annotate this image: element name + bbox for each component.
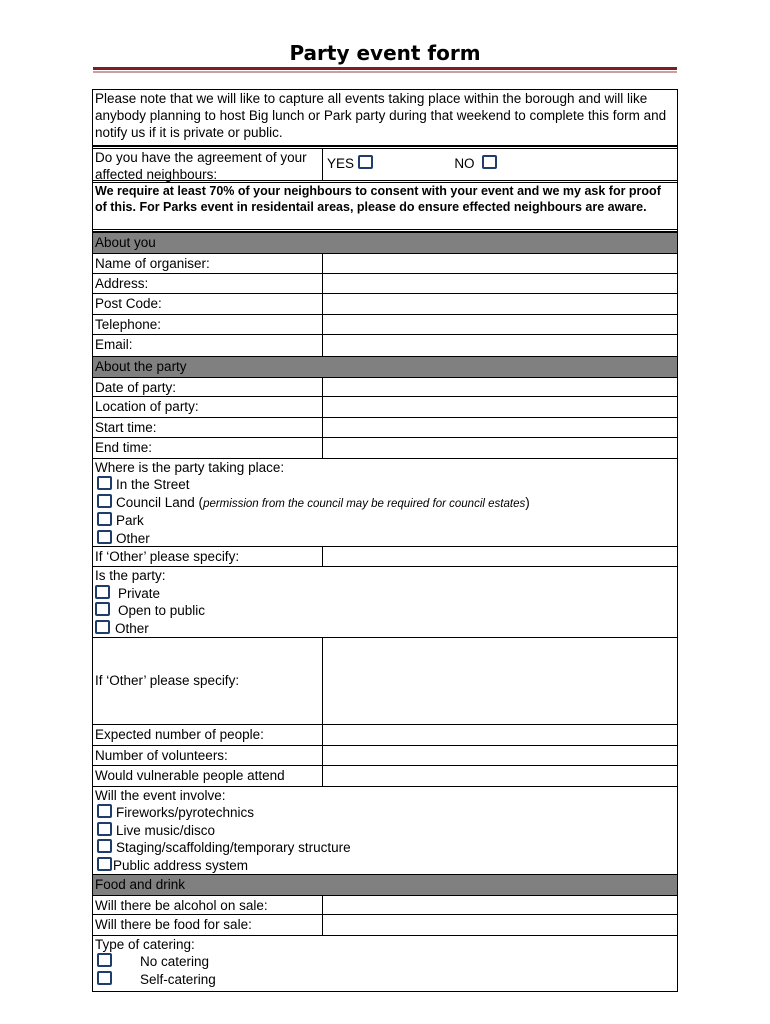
field-row-address [93, 274, 677, 295]
field-label: Location of party: [93, 397, 323, 417]
email-input[interactable] [323, 335, 677, 356]
section-about-party: About the party [93, 356, 677, 377]
field-label: Start time: [93, 418, 323, 438]
telephone-input[interactable] [323, 315, 677, 335]
field-row-organiser [93, 253, 677, 274]
field-label: Number of volunteers: [93, 746, 323, 766]
party-other-input[interactable] [323, 638, 677, 724]
where-row [93, 459, 677, 547]
intro-row [93, 90, 677, 146]
location-input[interactable] [323, 397, 677, 417]
where-other-checkbox[interactable] [97, 530, 112, 544]
where-street-checkbox[interactable] [97, 476, 112, 490]
party-private-checkbox[interactable] [95, 585, 110, 599]
option-label: Private [118, 585, 161, 601]
where-question: Where is the party taking place: [95, 459, 285, 475]
organiser-input[interactable] [323, 254, 677, 273]
field-label: Name of organiser: [93, 254, 323, 273]
field-label: Telephone: [93, 315, 323, 335]
live-music-checkbox[interactable] [97, 822, 112, 836]
agreement-row [93, 146, 677, 183]
party-event-form [92, 89, 678, 992]
is-party-question: Is the party: [95, 568, 166, 583]
field-label: Would vulnerable people attend [93, 766, 323, 786]
vulnerable-input[interactable] [323, 766, 677, 786]
field-label: Date of party: [93, 378, 323, 397]
catering-question: Type of catering: [95, 936, 195, 952]
field-row-food [93, 915, 677, 936]
no-catering-checkbox[interactable] [97, 953, 112, 967]
start-time-input[interactable] [323, 418, 677, 438]
catering-row [93, 936, 677, 991]
option-label: Council Land ( [116, 494, 204, 510]
option-label: Self-catering [140, 971, 216, 987]
self-catering-checkbox[interactable] [97, 971, 112, 985]
where-council-checkbox[interactable] [97, 494, 112, 508]
field-label: Email: [93, 335, 323, 356]
where-park-checkbox[interactable] [97, 512, 112, 526]
is-party-group [93, 567, 677, 637]
option-label: Park [116, 513, 144, 528]
agreement-no-checkbox[interactable] [482, 155, 497, 169]
field-row-email [93, 335, 677, 356]
consent-note-row [93, 183, 677, 232]
catering-group [93, 936, 677, 991]
where-group [93, 459, 677, 546]
staging-checkbox[interactable] [97, 839, 112, 853]
option-label: In the Street [116, 477, 190, 492]
involve-row [93, 787, 677, 874]
field-row-end [93, 438, 677, 459]
end-time-input[interactable] [323, 438, 677, 458]
involve-question: Will the event involve: [95, 787, 226, 803]
section-food-drink: Food and drink [93, 874, 677, 895]
field-row-date [93, 377, 677, 398]
option-label: Other [116, 530, 150, 546]
section-about-you: About you [93, 232, 677, 253]
option-label: Fireworks/pyrotechnics [116, 805, 255, 820]
agreement-options [323, 149, 677, 180]
field-label: Expected number of people: [93, 725, 323, 745]
consent-note: We require at least 70% of your neighbours to consent with your event and we my ask for proof of this. For Parks event in residentail areas, please do ensure effected neighbours are aware. [95, 184, 661, 214]
expected-people-input[interactable] [323, 725, 677, 745]
field-label: Post Code: [93, 294, 323, 314]
council-note: permission from the council may be required for council estates [203, 497, 526, 510]
option-label: Live music/disco [116, 822, 216, 838]
field-label: If ‘Other’ please specify: [93, 638, 323, 724]
field-row-vulnerable [93, 766, 677, 787]
field-label: Address: [93, 274, 323, 294]
address-input[interactable] [323, 274, 677, 294]
title-divider-light [93, 71, 677, 73]
where-other-input[interactable] [323, 547, 677, 567]
pa-system-checkbox[interactable] [97, 857, 112, 871]
council-note-close: ) [525, 494, 530, 510]
field-row-telephone [93, 315, 677, 336]
option-label: Public address system [113, 857, 249, 873]
field-row-other-specify [93, 547, 677, 568]
date-input[interactable] [323, 378, 677, 397]
agreement-yes-label: YES [327, 156, 355, 171]
field-label: Will there be food for sale: [93, 915, 323, 935]
field-row-expected [93, 725, 677, 746]
volunteers-input[interactable] [323, 746, 677, 766]
option-label: No catering [140, 954, 210, 969]
party-public-checkbox[interactable] [95, 602, 110, 616]
party-other-checkbox[interactable] [95, 620, 110, 634]
field-row-location [93, 397, 677, 418]
page-title: Party event form [289, 41, 481, 65]
food-input[interactable] [323, 915, 677, 935]
option-label: Other [115, 620, 149, 636]
field-row-alcohol [93, 895, 677, 916]
intro-text: Please note that we will like to capture all events taking place within the borough and will like anybody planning to host Big lunch or Park party during that weekend to complete this form and notify us if it is private or public. [95, 91, 667, 140]
field-label: Will there be alcohol on sale: [93, 896, 323, 915]
fireworks-checkbox[interactable] [97, 804, 112, 818]
is-party-row [93, 567, 677, 638]
title-divider [93, 67, 677, 70]
field-row-start [93, 418, 677, 439]
agreement-no-label: NO [454, 156, 475, 171]
alcohol-input[interactable] [323, 896, 677, 915]
field-row-other-specify-2 [93, 638, 677, 725]
agreement-question: Do you have the agreement of your affected neighbours: [93, 149, 323, 180]
option-label: Open to public [118, 603, 206, 618]
field-row-postcode [93, 294, 677, 315]
option-label: Staging/scaffolding/temporary structure [116, 840, 351, 855]
field-row-volunteers [93, 746, 677, 767]
agreement-yes-checkbox[interactable] [358, 155, 373, 169]
involve-group [93, 787, 677, 874]
field-label: End time: [93, 438, 323, 458]
field-label: If ‘Other’ please specify: [93, 547, 323, 567]
postcode-input[interactable] [323, 294, 677, 314]
